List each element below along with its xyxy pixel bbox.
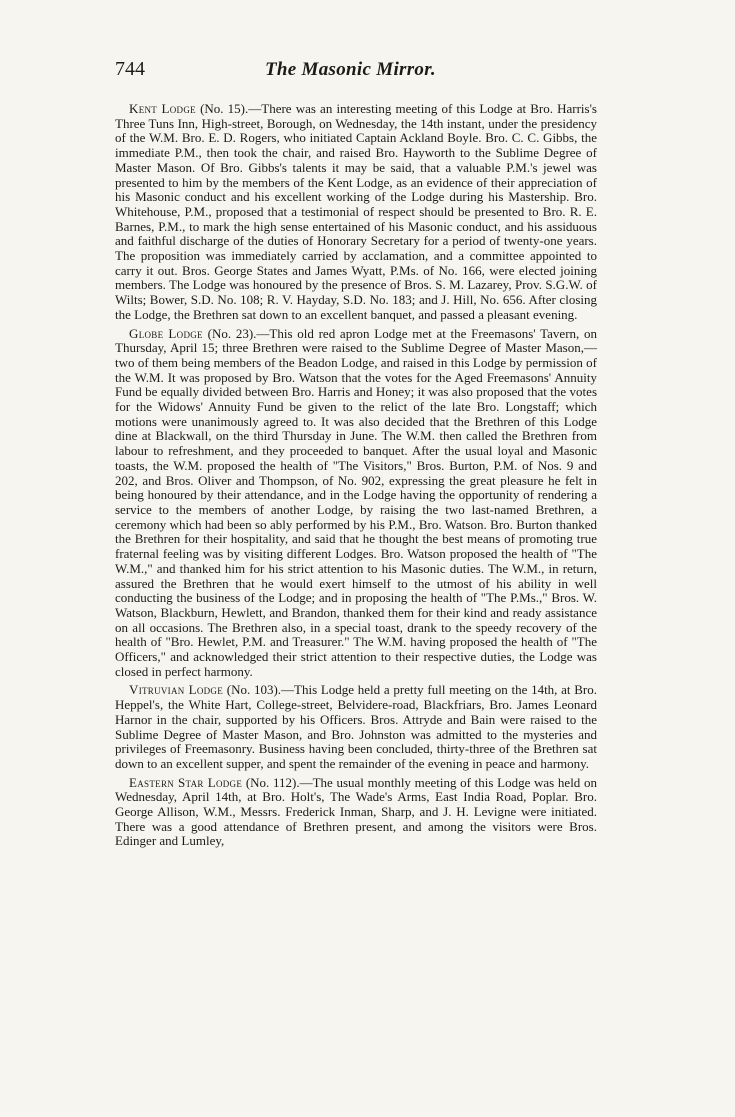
paragraph-text: (No. 103).—This Lodge held a pretty full meeting on the 14th, at Bro. Heppel's, the White Hart, College-street, Belvidere-road, Blackfriars, Bro. James Leonard Harnor in the chair, supported by his Officers. Bros. Attryde and Bain were raised to the Sublime Degree of Master Mason, and Bro. Johnston was admitted to the mysteries and privileges of Freemasonry. Business having been concluded, thirty-three of the Brethren sat down to an excellent supper, and spent the remainder of the evening in peace and harmony. <box>115 682 597 771</box>
paragraph-text: (No. 23).—This old red apron Lodge met at the Freemasons' Tavern, on Thursday, April 15; three Brethren were raised to the Sublime Degree of Master Mason,—two of them being members of the Beadon Lodge, and raised in this Lodge by permission of the W.M. It was proposed by Bro. Watson that the votes for the Aged Freemasons' Annuity Fund be equally divided between Bro. Harris and Honey; it was also proposed that the votes for the Widows' Annuity Fund be given to the relict of the late Bro. Longstaff; which motions were unanimously agreed to. It was also decided that the Brethren of this Lodge dine at Blackwall, on the third Thursday in June. The W.M. then called the Brethren from labour to refreshment, and they proceeded to banquet. After the usual loyal and Masonic toasts, the W.M. proposed the health of "The Visitors," Bros. Burton, P.M. of Nos. 9 and 202, and Bros. Oliver and Thompson, of No. 902, expressing the great pleasure he felt in being honoured by their attendance, and in the Lodge having the opportunity of rendering a service to the members of another Lodge, by raising the two last-named Brethren, a ceremony which had been so ably performed by his P.M., Bro. Watson. Bro. Burton thanked the Brethren for their hospitality, and said that he thought the best means of promoting true fraternal feeling was by visiting different Lodges. Bro. Watson proposed the health of "The W.M.," and thanked him for his strict attention to his Masonic duties. The W.M., in return, assured the Brethren that he would exert himself to the utmost of his ability in well conducting the business of the Lodge; and in proposing the health of "The P.Ms.," Bros. W. Watson, Blackburn, Hewlett, and Brandon, thanked them for their kind and ready assistance on all occasions. The Brethren also, in a special toast, drank to the speedy recovery of the health of "Bro. Hewlet, P.M. and Treasurer." The W.M. having proposed the health of "The Officers," and acknowledged their strict attention to their respective duties, the Lodge was closed in perfect harmony. <box>115 325 598 679</box>
paragraph-vitruvian-lodge <box>115 683 597 771</box>
lodge-name: Eastern Star Lodge <box>129 774 243 790</box>
paragraph-eastern-star-lodge <box>115 776 597 850</box>
lodge-name: Vitruvian Lodge <box>129 682 224 698</box>
page-number: 744 <box>115 58 145 80</box>
paragraph-kent-lodge <box>115 102 597 323</box>
article-body <box>115 102 597 849</box>
paragraph-text: (No. 15).—There was an interesting meeting of this Lodge at Bro. Harris's Three Tuns Inn, High-street, Borough, on Wednesday, the 14th instant, under the presidency of the W.M. Bro. E. D. Rogers, who initiated Captain Ackland Boyle. Bro. C. C. Gibbs, the immediate P.M., then took the chair, and raised Bro. Hayworth to the Sublime Degree of Master Mason. Of Bro. Gibbs's talents it may be said, that a valuable P.M.'s jewel was presented to him by the members of the Kent Lodge, as an evidence of their appreciation of his Masonic conduct and his excellent working of the Lodge during his Mastership. Bro. Whitehouse, P.M., proposed that a testimonial of respect should be presented to Bro. R. E. Barnes, P.M., to mark the high sense entertained of his Masonic conduct, and his assiduous and faithful discharge of the duties of Honorary Secretary for a period of twenty-one years. The proposition was immediately carried by acclamation, and a committee appointed to carry it out. Bros. George States and James Wyatt, P.Ms. of No. 166, were elected joining members. The Lodge was honoured by the presence of Bros. S. M. Lazarey, Prov. S.G.W. of Wilts; Bower, S.D. No. 108; R. V. Hayday, S.D. No. 183; and J. Hill, No. 656. After closing the Lodge, the Brethren sat down to an excellent banquet, and passed a pleasant evening. <box>115 101 597 322</box>
lodge-name: Kent Lodge <box>129 101 196 116</box>
page-header <box>115 58 597 102</box>
paragraph-text: (No. 112).—The usual monthly meeting of this Lodge was held on Wednesday, April 14th, at Bro. Holt's, The Wade's Arms, East India Road, Poplar. Bro. George Allison, W.M., Messrs. Frederick Inman, Sharp, and J. H. Levigne were initiated. There was a good attendance of Brethren present, and among the visitors were Bros. Edinger and Lumley, <box>115 774 597 849</box>
paragraph-globe-lodge <box>115 327 597 680</box>
lodge-name: Globe Lodge <box>129 325 203 341</box>
running-title: The Masonic Mirror. <box>265 59 436 80</box>
